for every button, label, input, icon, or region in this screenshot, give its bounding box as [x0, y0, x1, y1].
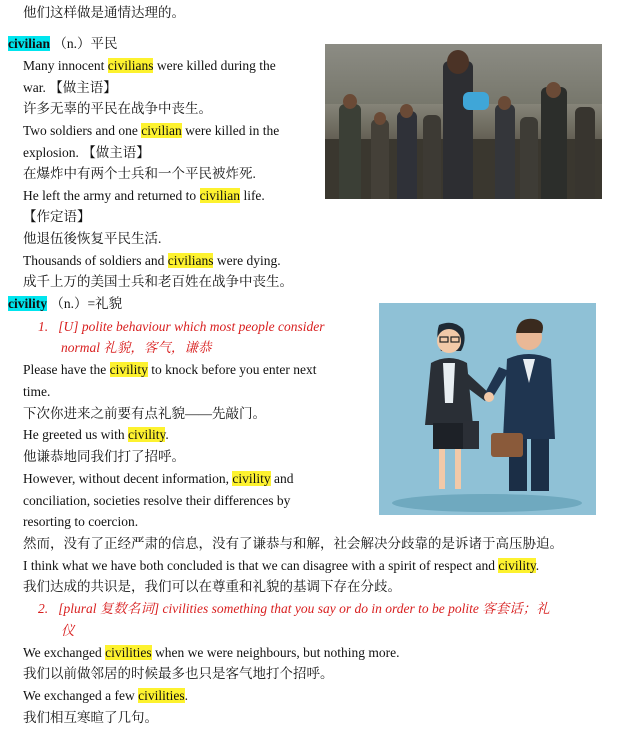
- highlighted-word: civilities: [138, 688, 185, 703]
- text: 成千上万的美国士兵和老百姓在战争中丧生。: [23, 274, 293, 289]
- man-leg: [531, 439, 549, 491]
- text: .: [165, 427, 169, 442]
- example-sentence-cont: [23, 79, 117, 97]
- text: He left the army and returned to: [23, 188, 200, 203]
- handshake-illustration: [379, 303, 596, 515]
- briefcase-icon: [491, 433, 523, 457]
- handshake-svg: [379, 303, 596, 515]
- example-translation: [23, 535, 563, 553]
- example-sentence-cont: [23, 492, 290, 510]
- example-sentence: [23, 644, 399, 662]
- example-translation: [23, 165, 256, 183]
- text: We exchanged: [23, 645, 106, 660]
- figure-head: [546, 82, 561, 98]
- civilians-photo: [325, 44, 602, 199]
- usage-note: [23, 208, 91, 226]
- figure-person: [520, 117, 538, 199]
- highlighted-word: civility: [109, 362, 148, 377]
- text: 下次你进来之前要有点礼貌——先敲门。: [23, 406, 266, 421]
- highlighted-word: civilian: [141, 123, 182, 138]
- text: We exchanged a few: [23, 688, 139, 703]
- figure-person: [575, 107, 595, 199]
- text: 我们达成的共识是，我们可以在尊重和礼貌的基调下存在分歧。: [23, 579, 401, 594]
- example-translation: [23, 578, 401, 596]
- highlighted-word: civility: [127, 427, 166, 442]
- example-sentence: [23, 470, 294, 488]
- headword: civilian: [8, 36, 51, 51]
- definition-number: 2.: [38, 601, 49, 616]
- example-sentence: [23, 252, 281, 270]
- definition-2: [38, 600, 550, 618]
- example-sentence: [23, 361, 317, 379]
- text: 他退伍後恢复平民生活.: [23, 231, 162, 246]
- example-sentence: [23, 687, 188, 705]
- woman-skirt: [433, 423, 467, 449]
- part-of-speech: （n.）=礼貌: [47, 296, 123, 311]
- definition-2-cont: [61, 622, 75, 640]
- example-translation: [23, 665, 334, 683]
- example-sentence: [23, 57, 276, 75]
- figure-person: [371, 119, 389, 199]
- figure-person: [397, 111, 417, 199]
- text: 他谦恭地同我们打了招呼。: [23, 449, 185, 464]
- child-blue-jacket: [463, 92, 489, 110]
- text: to knock before you enter next: [147, 362, 317, 377]
- example-sentence-cont: [23, 383, 50, 401]
- text: when we were neighbours, but nothing more.: [151, 645, 400, 660]
- figure-person: [495, 104, 515, 199]
- example-translation: [23, 100, 212, 118]
- text: were killed in the: [181, 123, 280, 138]
- text: 然而，没有了正经严肃的信息，没有了谦恭与和解，社会解决分歧靠的是诉诸于高压胁迫。: [23, 536, 563, 551]
- figure-head: [343, 94, 357, 109]
- example-translation: [23, 709, 158, 727]
- example-translation: [23, 273, 293, 291]
- text: Two soldiers and one: [23, 123, 142, 138]
- text: conciliation, societies resolve their differences by: [23, 493, 291, 508]
- example-sentence: [23, 187, 265, 205]
- text: were dying.: [213, 253, 281, 268]
- handshake-icon: [484, 392, 494, 402]
- text: [U] polite behaviour which most people consider: [58, 319, 325, 334]
- text: 在爆炸中有两个士兵和一个平民被炸死.: [23, 166, 256, 181]
- figure-head: [498, 96, 511, 110]
- text: 【作定语】: [23, 209, 91, 224]
- figure-soldier: [339, 104, 361, 199]
- definition-1-cont: [61, 339, 211, 357]
- figure-soldier: [541, 87, 567, 199]
- text: 许多无辜的平民在战争中丧生。: [23, 101, 212, 116]
- text: I think what we have both concluded is that we can disagree with a spirit of respect and: [23, 558, 499, 573]
- example-sentence: [23, 426, 169, 444]
- woman-face: [437, 329, 461, 353]
- text: time.: [23, 384, 51, 399]
- figure-head: [400, 104, 413, 118]
- text: .: [535, 558, 540, 573]
- example-sentence-cont: [23, 513, 138, 531]
- headword-civility: [8, 295, 122, 313]
- highlighted-word: civility: [498, 558, 536, 573]
- text: 我们以前做邻居的时候最多也只是客气地打个招呼。: [23, 666, 334, 681]
- example-translation: [23, 448, 185, 466]
- example-sentence-cont: [23, 144, 150, 162]
- text: 我们相互寒暄了几句。: [23, 710, 158, 725]
- example-translation: [23, 405, 266, 423]
- text: war. 【做主语】: [23, 80, 117, 95]
- headword-civilian: [8, 35, 118, 53]
- text: were killed during the: [153, 58, 276, 73]
- text: Please have the: [23, 362, 110, 377]
- example-translation: [23, 230, 161, 248]
- sentence-translation: [23, 4, 185, 22]
- floor-shadow: [392, 494, 582, 512]
- headword: civility: [8, 296, 47, 311]
- text: 他们这样做是通情达理的。: [23, 5, 185, 20]
- man-hair: [516, 319, 543, 333]
- text: Many innocent: [23, 58, 108, 73]
- text: However, without decent information,: [23, 471, 233, 486]
- figure-head: [447, 50, 469, 74]
- example-sentence: [23, 122, 279, 140]
- text: .: [184, 688, 188, 703]
- highlighted-word: civilians: [167, 253, 214, 268]
- figure-person: [423, 115, 441, 199]
- woman-bag: [463, 421, 479, 449]
- text: 仪: [61, 623, 75, 638]
- woman-leg: [455, 449, 461, 489]
- text: He greeted us with: [23, 427, 128, 442]
- figure-head: [374, 112, 386, 125]
- woman-shirt: [443, 363, 455, 403]
- highlighted-word: civilities: [105, 645, 152, 660]
- text: normal 礼貌，客气，谦恭: [61, 340, 212, 355]
- text: and: [270, 471, 294, 486]
- text: Thousands of soldiers and: [23, 253, 168, 268]
- definition-number: 1.: [38, 319, 49, 334]
- highlighted-word: civilian: [199, 188, 241, 203]
- figure-central-man: [443, 61, 473, 199]
- text: life.: [240, 188, 265, 203]
- text: resorting to coercion.: [23, 514, 139, 529]
- example-sentence: [23, 557, 539, 575]
- definition-1: [38, 318, 324, 336]
- woman-leg: [439, 449, 445, 489]
- part-of-speech: （n.）平民: [50, 36, 118, 51]
- highlighted-word: civility: [232, 471, 271, 486]
- text: [plural 复数名词] civilities something that you say or do in order to be polite 客套话；礼: [58, 601, 550, 616]
- highlighted-word: civilians: [107, 58, 154, 73]
- text: explosion. 【做主语】: [23, 145, 150, 160]
